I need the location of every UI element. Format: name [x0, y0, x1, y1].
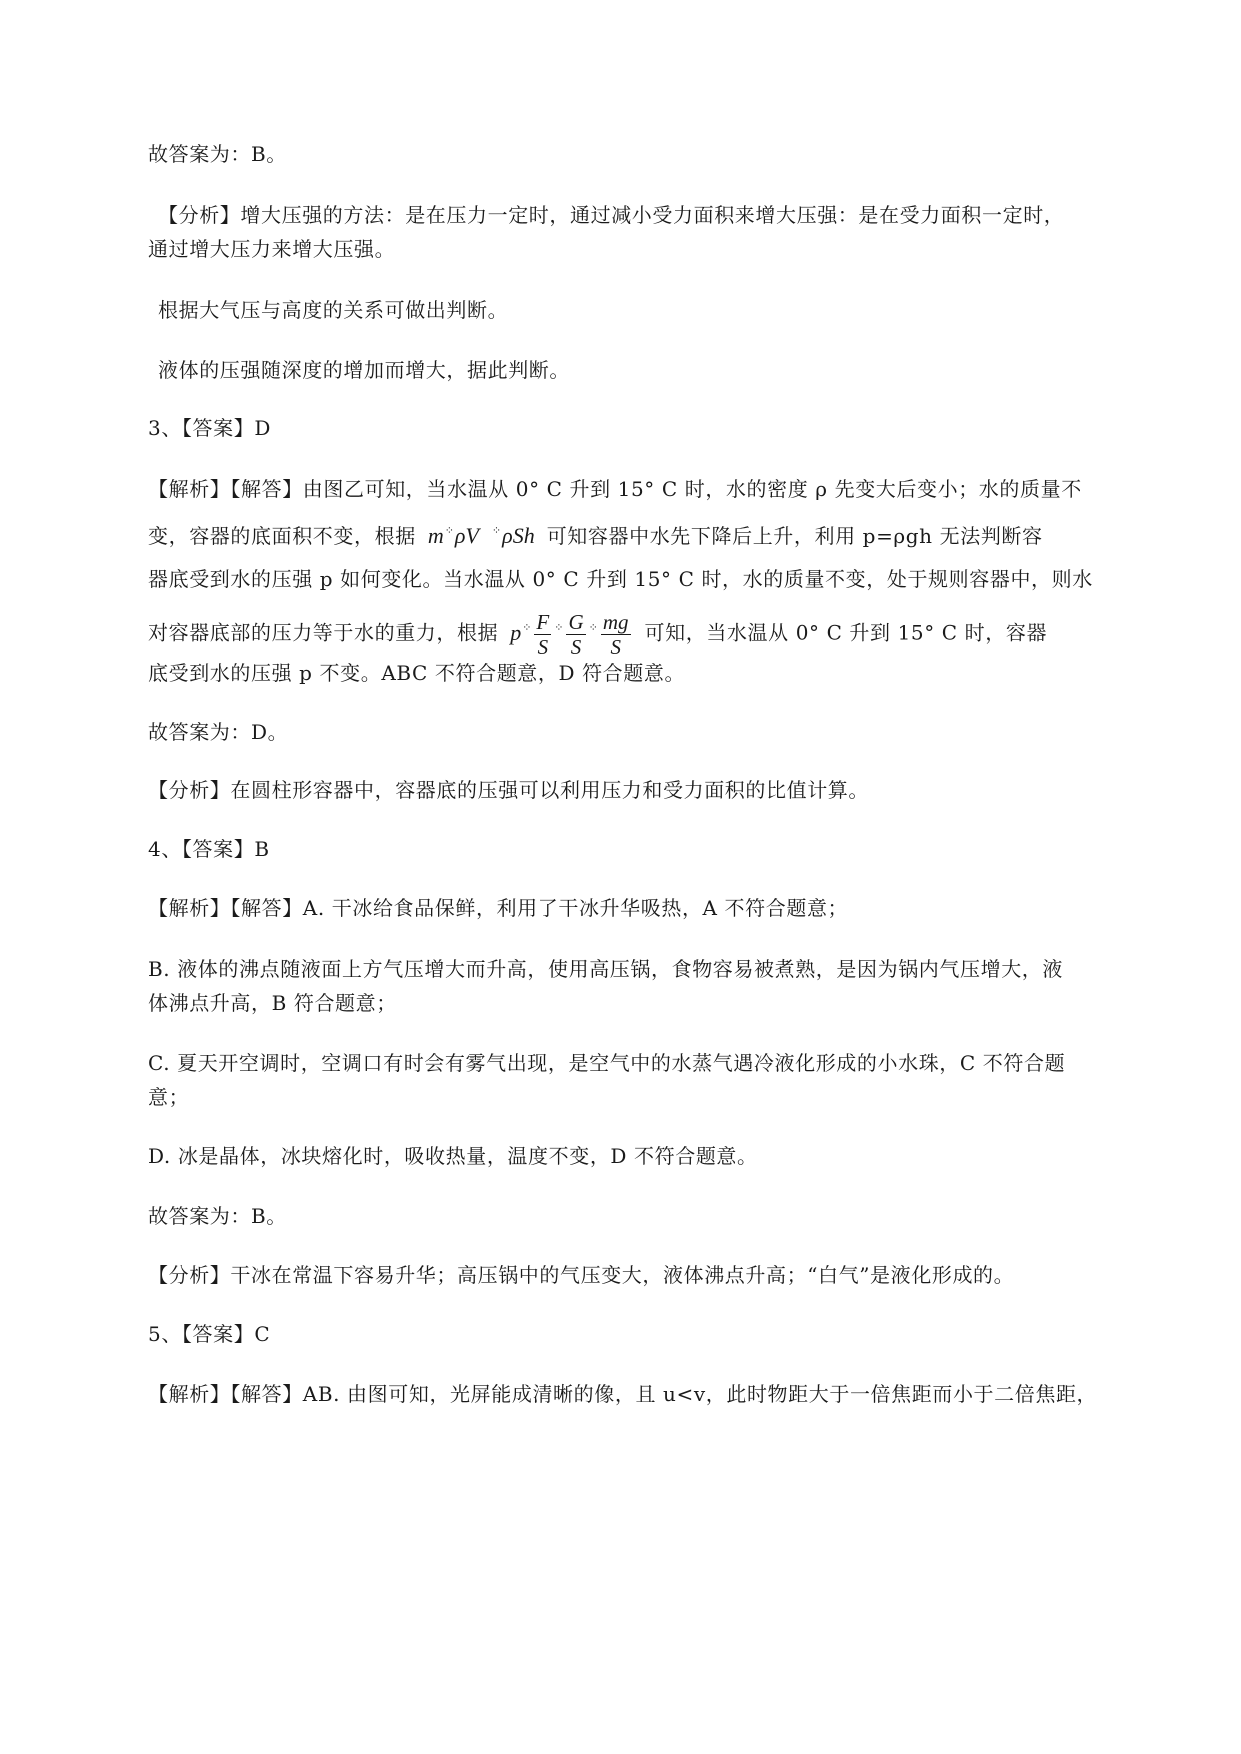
solution-line: D. 冰是晶体，冰块熔化时，吸收热量，温度不变，D 不符合题意。 [148, 1144, 758, 1168]
formula-symbol: ρSh [502, 523, 535, 548]
solution-line: B. 液体的沸点随液面上方气压增大而升高，使用高压锅，食物容易被煮熟，是因为锅内气压增大，液 [148, 957, 1064, 981]
solution-line: 体沸点升高，B 符合题意； [148, 991, 397, 1015]
solution-text: 对容器底部的压力等于水的重力，根据 [148, 620, 499, 645]
formula-pressure [510, 610, 632, 659]
answer-line: 故答案为：D。 [148, 720, 289, 744]
question-answer-heading: 3、【答案】D [148, 416, 271, 440]
formula-symbol: ⁘ [554, 621, 564, 634]
formula-symbol: ⁘ [522, 621, 532, 634]
formula-symbol: ⁘ [491, 525, 502, 537]
solution-line: C. 夏天开空调时，空调口有时会有雾气出现，是空气中的水蒸气遇冷液化形成的小水珠，C 不符合题 [148, 1051, 1066, 1075]
solution-line-with-formula [148, 610, 1047, 659]
solution-line: 【解析】【解答】A. 干冰给食品保鲜，利用了干冰升华吸热，A 不符合题意； [148, 896, 849, 920]
fraction: $\frac{mg}{S}$ [602, 610, 629, 659]
analysis-line: 液体的压强随深度的增加而增大，据此判断。 [158, 358, 570, 382]
analysis-line: 通过增大压力来增大压强。 [148, 237, 396, 261]
solution-text: 可知容器中水先下降后上升，利用 p=ρgh 无法判断容 [546, 524, 1043, 548]
analysis-line: 【分析】增大压强的方法：是在压力一定时，通过减小受力面积来增大压强：是在受力面积一定时， [158, 203, 1065, 227]
solution-line: 器底受到水的压强 p 如何变化。当水温从 0° C 升到 15° C 时，水的质量不变，处于规则容器中，则水 [148, 567, 1093, 591]
solution-line: 底受到水的压强 p 不变。ABC 不符合题意，D 符合题意。 [148, 661, 686, 685]
answer-line: 故答案为：B。 [148, 1204, 287, 1228]
answer-line: 故答案为：B。 [148, 142, 287, 166]
fraction: $\frac{G}{S}$ [568, 610, 584, 659]
formula-mass [428, 523, 535, 548]
formula-symbol: p [510, 619, 522, 645]
fraction: $\frac{F}{S}$ [536, 610, 550, 659]
analysis-line: 【分析】在圆柱形容器中，容器底的压强可以利用压力和受力面积的比值计算。 [148, 778, 869, 802]
question-answer-heading: 5、【答案】C [148, 1322, 271, 1346]
analysis-line: 根据大气压与高度的关系可做出判断。 [158, 298, 509, 322]
solution-text: 可知，当水温从 0° C 升到 15° C 时，容器 [644, 620, 1048, 645]
question-answer-heading: 4、【答案】B [148, 837, 270, 861]
solution-line-with-formula [148, 517, 1043, 550]
solution-line: 【解析】【解答】由图乙可知，当水温从 0° C 升到 15° C 时，水的密度 ρ 先变大后变小；水的质量不 [148, 477, 1082, 501]
solution-text: 变，容器的底面积不变，根据 [148, 524, 416, 548]
analysis-line: 【分析】干冰在常温下容易升华；高压锅中的气压变大，液体沸点升高；“白气”是液化形成的。 [148, 1263, 1015, 1287]
formula-symbol: ⁘ [444, 525, 454, 537]
formula-symbol: ρV [454, 523, 479, 548]
formula-symbol: ⁘ [588, 621, 598, 634]
formula-symbol: m [427, 523, 444, 548]
solution-line: 意； [148, 1085, 190, 1109]
solution-line: 【解析】【解答】AB. 由图可知，光屏能成清晰的像，且 u<v，此时物距大于一倍焦距而小于二倍焦距， [148, 1382, 1098, 1406]
